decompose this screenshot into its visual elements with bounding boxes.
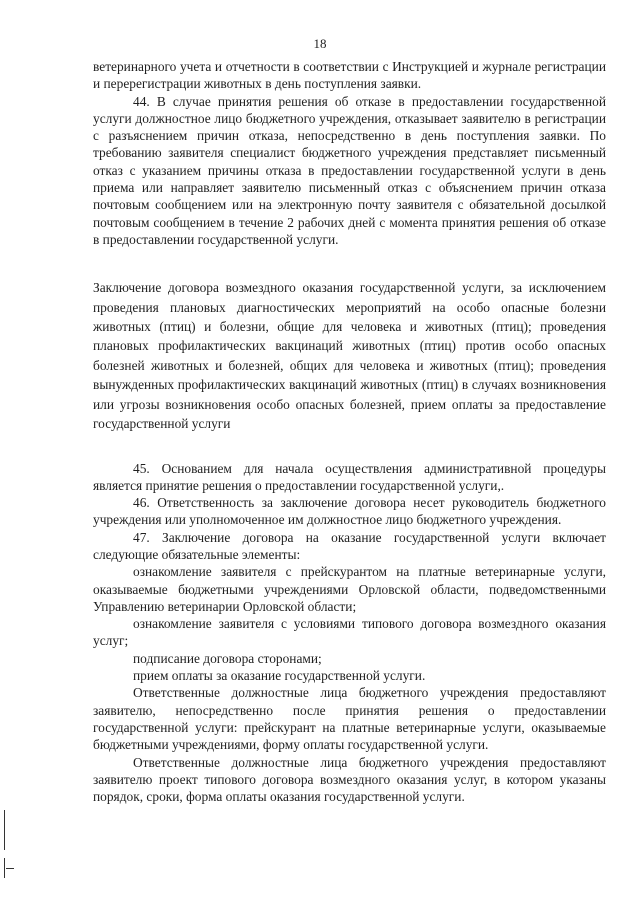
paragraph-46: 46. Ответственность за заключение договора несет руководитель бюджетного учреждения или уполномоченное им должностное лицо бюджетного учреждения. <box>93 495 606 528</box>
paragraph-47: 47. Заключение договора на оказание государственной услуги включает следующие обязательные элементы: <box>93 529 606 562</box>
paragraph-continuation: ветеринарного учета и отчетности в соответствии с Инструкцией и журнале регистрации и перерегистрации животных в день поступления заявки. <box>93 59 606 92</box>
list-item: подписание договора сторонами; <box>133 650 322 666</box>
paragraph-44: 44. В случае принятия решения об отказе в предоставлении государственной услуги должностное лицо бюджетного учреждения, отказывает заявителю в регистрации с разъяснением причин отказа, непосредственно в день поступления заявки. По требованию заявителя специалист бюджетного учреждения представляет письменный отказ с указанием причины отказа в предоставлении государственной услуги в день приема или направляет заявителю письменный отказ с объяснением причин отказа почтовым сообщением или на электронную почту заявителя с обязательной досылкой почтовым сообщением в течение 2 рабочих дней с момента принятия решения об отказе в предоставлении государственной услуги. <box>93 93 606 247</box>
list-item: ознакомление заявителя с прейскурантом на платные ветеринарные услуги, оказываемые бюджетными учреждениями Орловской области, подведомственными Управлению ветеринарии Орловской области; <box>93 564 606 614</box>
list-item: прием оплаты за оказание государственной услуги. <box>133 668 426 684</box>
scan-edge-mark <box>4 858 5 878</box>
paragraph-45: 45. Основанием для начала осуществления административной процедуры является принятие решения о предоставлении государственной услуги,. <box>93 460 606 493</box>
paragraph-responsible-1: Ответственные должностные лица бюджетного учреждения предоставляют заявителю, непосредственно после принятия решения о предоставлении государственной услуги: прейскурант на платные ветеринарные услуги, оказываемые бюджетными учреждениями, форму оплаты государственной услуги. <box>93 685 606 753</box>
scan-edge-mark <box>6 868 14 869</box>
list-item: ознакомление заявителя с условиями типового договора возмездного оказания услуг; <box>93 616 606 649</box>
section-heading: Заключение договора возмездного оказания государственной услуги, за исключением проведения плановых диагностических мероприятий на особо опасные болезни животных (птиц) и болезни, общие для человека и животных (птиц); проведения плановых профилактических вакцинаций животных (птиц) против особо опасных болезней животных и болезней, общих для человека и животных (птиц); проведения вынужденных профилактических вакцинаций животных (птиц) в случаях возникновения или угрозы возникновения особо опасных болезней, прием оплаты за предоставление государственной услуги <box>93 280 606 432</box>
page-number: 18 <box>313 36 327 51</box>
document-body <box>93 58 606 805</box>
paragraph-responsible-2: Ответственные должностные лица бюджетного учреждения предоставляют заявителю проект типового договора возмездного оказания услуг, в котором указаны порядок, сроки, форма оплаты оказания государственной услуги. <box>93 754 606 805</box>
scan-edge-mark <box>4 810 5 850</box>
